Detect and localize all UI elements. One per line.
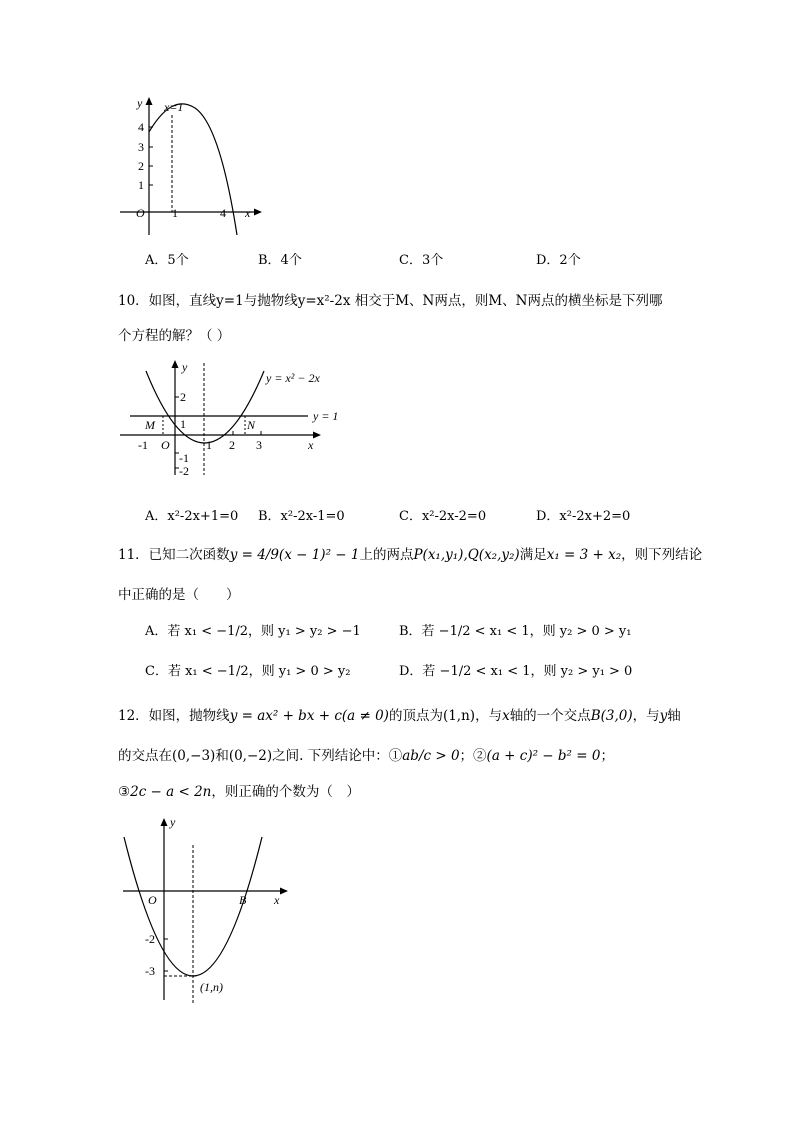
q12-stem-line1: 12．如图，抛物线y = ax² + bx + c(a ≠ 0)的顶点为(1,n)，与x轴的一个交点B(3,0)，与y轴 <box>118 708 681 724</box>
q12-x-symbol: x <box>502 708 510 724</box>
q12-point-b: B(3,0) <box>590 708 633 724</box>
q10-graph <box>118 355 348 480</box>
q11-option-c: C．若 x₁ < −1/2，则 y₁ > 0 > y₂ <box>145 664 351 679</box>
q11-stem-line1: 11．已知二次函数y = 4/9(x − 1)² − 1上的两点P(x₁,y₁),Q(x₂,y₂)满足x₁ = 3 + x₂，则下列结论 <box>118 547 703 563</box>
q12-ytick-m3: -3 <box>145 964 155 978</box>
q9-ytick-2: 2 <box>138 159 144 173</box>
q10-option-a: A．x²-2x+1=0 <box>145 509 239 524</box>
q9-graph <box>110 95 270 245</box>
q10-option-c: C．x²-2x-2=0 <box>399 509 487 524</box>
q10-ytick-1: 1 <box>180 417 186 431</box>
q12-graph-origin: O <box>148 893 157 907</box>
q10-xtick-m1: -1 <box>138 438 148 452</box>
q11-condition: x₁ = 3 + x₂ <box>546 547 622 563</box>
q12-conclusion-1: ab/c > 0 <box>402 748 460 764</box>
q10-ytick-2: 2 <box>180 390 186 404</box>
q11-option-d: D．若 −1/2 < x₁ < 1，则 y₂ > y₁ > 0 <box>399 664 633 679</box>
q12-stem-line3: ③2c − a < 2n，则正确的个数为（ ） <box>118 784 360 800</box>
q9-y-label: y <box>137 96 143 110</box>
q10-xtick-2: 2 <box>229 438 235 452</box>
q10-x-label: x <box>308 438 314 452</box>
q12-graph-B: B <box>239 893 247 907</box>
q12-y-symbol: y <box>659 708 668 724</box>
q9-ytick-1: 1 <box>138 178 144 192</box>
q10-curve-label: y = x² − 2x <box>266 371 320 385</box>
q12-conclusion-2: (a + c)² − b² = 0 <box>486 748 601 764</box>
q12-vertex-label: (1,n) <box>200 980 223 994</box>
q10-y-label: y <box>182 360 188 374</box>
q9-x-label: x <box>245 206 251 220</box>
q9-option-c: C．3个 <box>399 253 444 268</box>
q9-option-d: D．2个 <box>536 253 581 268</box>
q12-conclusion-3-num: ③ <box>118 784 131 800</box>
q10-xtick-3: 3 <box>256 438 262 452</box>
q12-conclusion-3: 2c − a < 2n <box>130 784 212 800</box>
q11-function: y = 4/9(x − 1)² − 1 <box>229 547 360 563</box>
q10-stem-line1: 10．如图，直线y=1与抛物线y=x²-2x 相交于M、N两点，则M、N两点的横坐标是下列哪 <box>118 293 663 309</box>
q9-xtick-1: 1 <box>172 206 178 220</box>
q9-origin: O <box>136 206 145 220</box>
q10-M: M <box>145 418 155 432</box>
q11-option-a: A．若 x₁ < −1/2，则 y₁ > y₂ > −1 <box>145 624 361 639</box>
q12-function: y = ax² + bx + c(a ≠ 0) <box>229 708 389 724</box>
q9-option-b: B．4个 <box>258 253 302 268</box>
q10-ytick-m1: -1 <box>179 451 189 465</box>
q10-line-label: y = 1 <box>313 409 339 423</box>
q10-xtick-1: 1 <box>206 438 212 452</box>
q9-vline-label: x=1 <box>164 100 184 114</box>
q12-ytick-m2: -2 <box>145 932 155 946</box>
q12-graph-x-label: x <box>274 893 280 907</box>
q12-conclusion-2-num: ② <box>473 748 487 764</box>
q9-option-a: A．5个 <box>145 253 189 268</box>
q10-option-d: D．x²-2x+2=0 <box>536 509 631 524</box>
q9-ytick-4: 4 <box>138 120 144 134</box>
q11-points: P(x₁,y₁),Q(x₂,y₂) <box>413 547 520 563</box>
q11-option-b: B．若 −1/2 < x₁ < 1，则 y₂ > 0 > y₁ <box>399 624 632 639</box>
q9-xtick-4: 4 <box>220 206 226 220</box>
q10-origin: O <box>161 438 170 452</box>
q10-parabola <box>146 371 264 443</box>
q10-N: N <box>247 418 256 432</box>
q12-conclusion-1-num: ① <box>388 748 403 764</box>
q12-graph-y-label: y <box>170 815 176 829</box>
q11-stem-line2: 中正确的是（ ） <box>118 587 240 603</box>
q12-stem-line2: 的交点在(0,−3)和(0,−2)之间. 下列结论中：①ab/c > 0；②(a + c)² − b² = 0； <box>118 748 614 764</box>
q10-ytick-m2: -2 <box>179 464 189 478</box>
q10-stem-line2: 个方程的解？（ ） <box>118 328 231 344</box>
q10-option-b: B．x²-2x-1=0 <box>258 509 345 524</box>
q9-ytick-3: 3 <box>138 140 144 154</box>
q12-graph <box>118 815 298 1010</box>
